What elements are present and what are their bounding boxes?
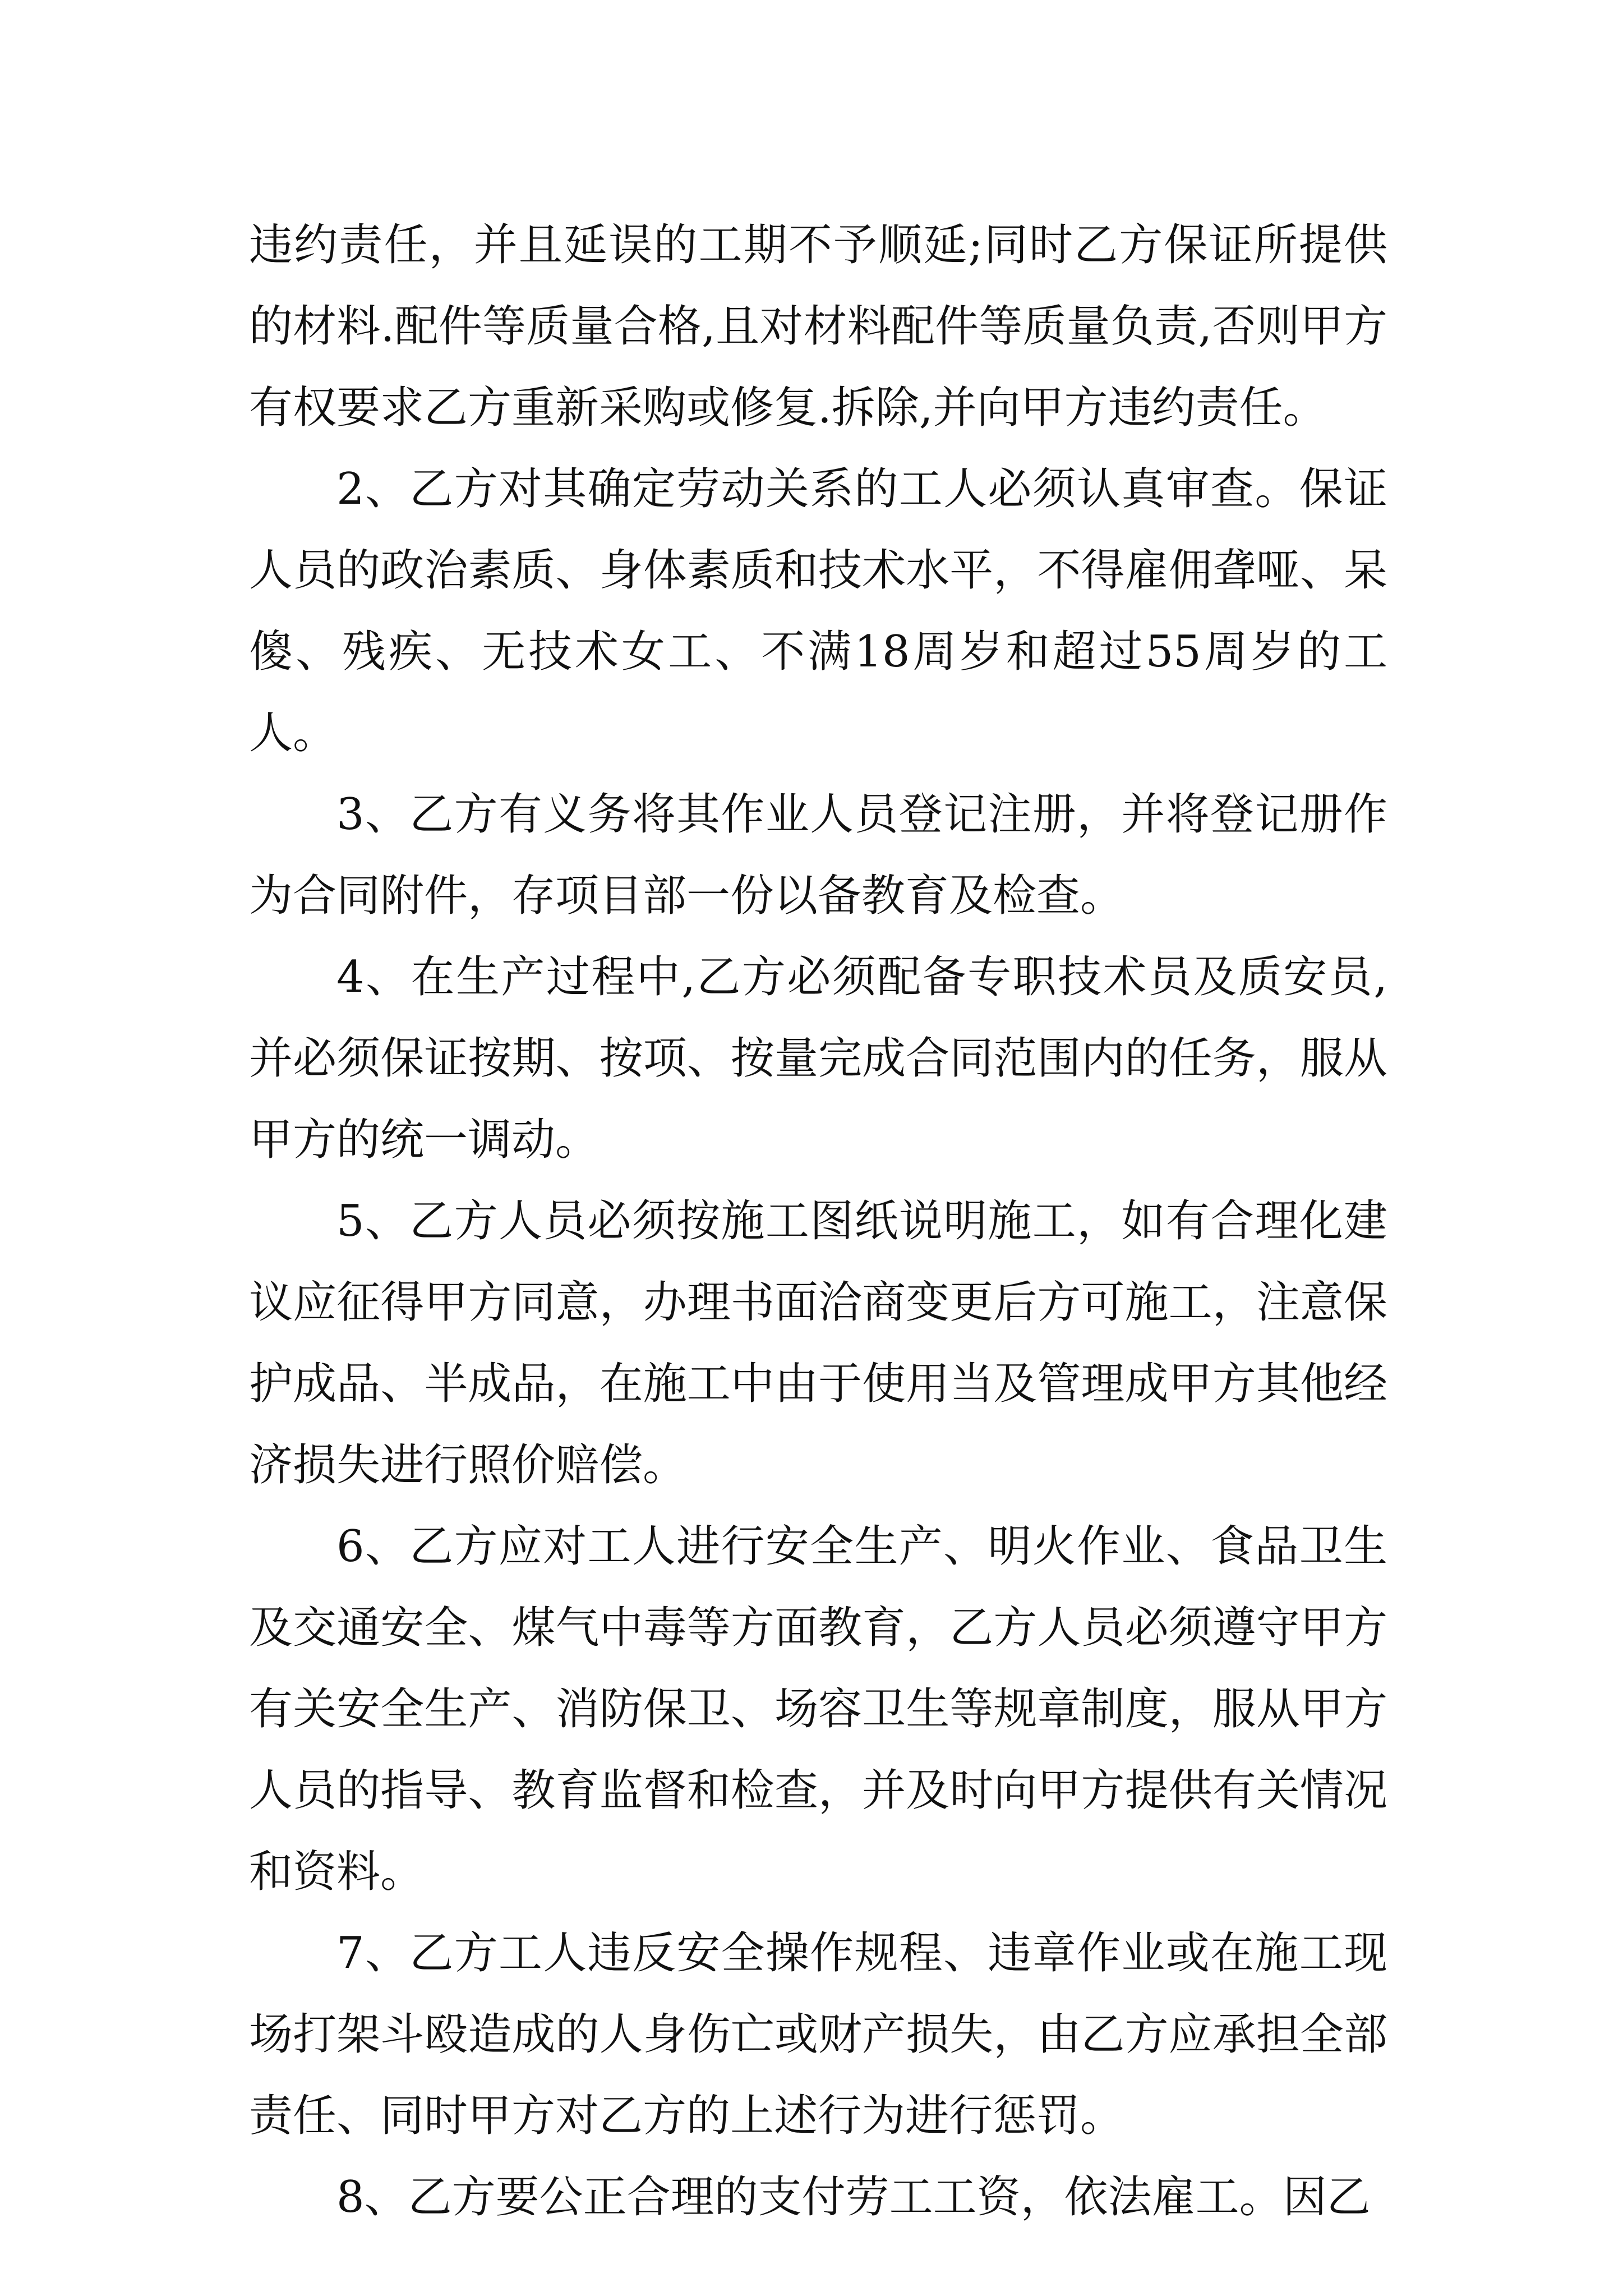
paragraph-continuation: 违约责任，并且延误的工期不予顺延;同时乙方保证所提供的材料.配件等质量合格,且对材料配件等质量负责,否则甲方有权要求乙方重新采购或修复.拆除,并向甲方违约责任。 — [249, 220, 1387, 433]
paragraph-clause-5: 5、乙方人员必须按施工图纸说明施工，如有合理化建议应征得甲方同意，办理书面洽商变更后方可施工，注意保护成品、半成品，在施工中由于使用当及管理成甲方其他经济损失进行照价赔偿。 — [249, 1196, 1387, 1490]
paragraph-clause-8: 8、乙方要公正合理的支付劳工工资，依法雇工。因乙 — [336, 2172, 1371, 2223]
paragraph-clause-4: 4、在生产过程中,乙方必须配备专职技术员及质安员,并必须保证按期、按项、按量完成合同范围内的任务，服从甲方的统一调动。 — [249, 952, 1387, 1165]
paragraph-clause-2: 2、乙方对其确定劳动关系的工人必须认真审查。保证人员的政治素质、身体素质和技术水平，不得雇佣聋哑、呆傻、残疾、无技术女工、不满18周岁和超过55周岁的工人。 — [249, 464, 1387, 758]
paragraph-clause-7: 7、乙方工人违反安全操作规程、违章作业或在施工现场打架斗殴造成的人身伤亡或财产损失，由乙方应承担全部责任、同时甲方对乙方的上述行为进行惩罚。 — [249, 1928, 1387, 2141]
paragraph-clause-6: 6、乙方应对工人进行安全生产、明火作业、食品卫生及交通安全、煤气中毒等方面教育，乙方人员必须遵守甲方有关安全生产、消防保卫、场容卫生等规章制度，服从甲方人员的指导、教育监督和检查，并及时向甲方提供有关情况和资料。 — [249, 1521, 1387, 1897]
paragraph-clause-3: 3、乙方有义务将其作业人员登记注册，并将登记册作为合同附件，存项目部一份以备教育及检查。 — [249, 789, 1387, 921]
document-body — [249, 205, 1387, 2238]
